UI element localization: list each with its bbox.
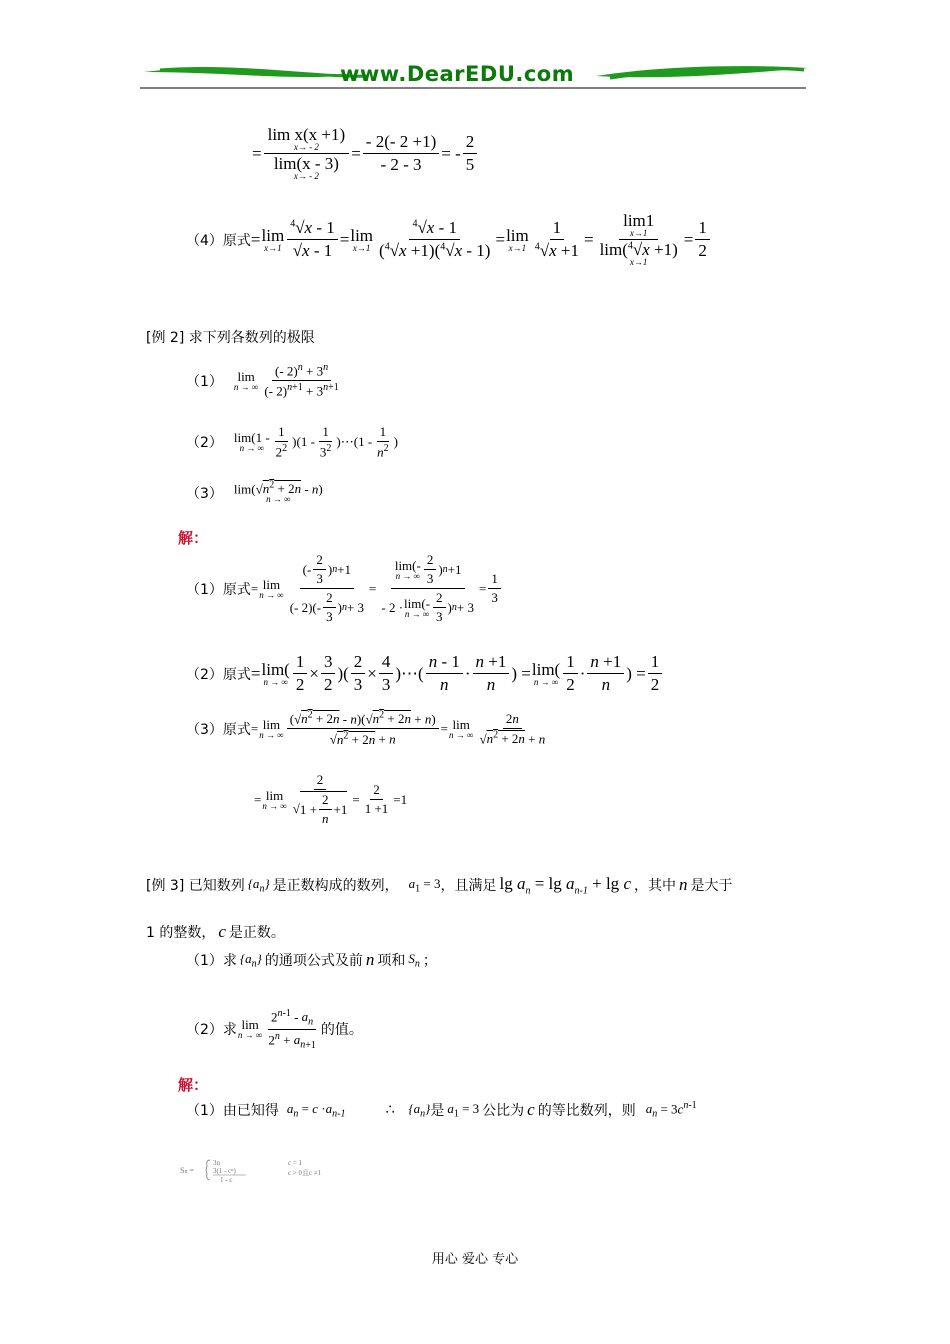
sn-piecewise-image [180,1156,370,1184]
example-3-question-2: （2）求 lim n → ∞ $\frac{2^{n-1} - a_n}{2^n + a_{n+1}}$ 的值。 [186,1008,363,1051]
example-2-title: [例 2] 求下列各数列的极限 [146,330,315,346]
header-banner [140,60,810,94]
svg-text:c > 0且c ≠1: c > 0且c ≠1 [288,1169,322,1177]
solution-2-3: （3）原式 = lim n → ∞ $\frac{(√n^2 + 2n - n)(√n^2 + 2n + n)}{√n^2 + 2n + n}$ = lim n → ∞ $\frac{2n}{√n^2 + 2n + n}$ [186,710,546,747]
svg-text:Sn =: Sn = [180,1166,194,1175]
solution-2-2: （2）原式 = lim( n → ∞ $\frac{1}{2}$ × $\frac{3}{2}$ )( $\frac{2}{3}$ × $\frac{4}{3}$ )⋯( $\frac{n - 1}{n}$ · $\frac{n +1}{n}$ ) = lim( n → ∞ $\frac{1}{2}$ · $\frac{n +1}{n}$ ) = $\frac{1}{2}$ [186,652,664,695]
example-3-question-1: （1）求 $\{a_n\}$ 的通项公式及前 n 项和 $S_n$ ； [186,950,437,970]
solution-2-1: （1）原式 = lim n → ∞ (- $\frac{2}{3}$ ) n +1 (- 2)(- $\frac{2}{3}$ ) n + 3 = lim(- n → ∞ $\frac{2}{3}$ ) n +1 - 2 · lim(- n → ∞ $\frac{2}{3}$ ) n + 3 = $\frac{1}{3}$ [186,552,503,625]
solution-label-2: 解： [178,529,209,547]
svg-text:3(1 - cⁿ): 3(1 - cⁿ) [213,1167,236,1175]
example-3-statement: [例 3] 已知数列 $\{a_n\}$ 是正数构成的数列， $a_1 = 3$ ，且满足 $\lg a_n = \lg a_{n-1} + \lg c$ ，其中 n 是大于 [146,874,733,897]
svg-text:3n: 3n [213,1159,220,1167]
footer-text: 用心 爱心 专心 [431,1252,519,1267]
example-3-statement-line-2: 1 的整数， c 是正数。 [146,922,285,941]
solution-2-3-continued: = lim n → ∞ 2 √ 1 + $\frac{2}{n}$ +1 = $\frac{2}{1 +1}$ = 1 [254,772,408,826]
example-2-item-1: （1） lim n → ∞ $\frac{(- 2)^n + 3^n}{(- 2)^{n+1} + 3^{n+1}}$ [186,362,339,399]
solution-3-1: （1）由已知得 $a_n = c \cdot a_{n-1}$ ∴ $\{a_n\}$ 是 $a_1 = 3$ 公比为 c 的等比数列，则 $a_n = 3c^{n-1}$ [186,1100,697,1120]
example-2-item-2: （2） lim(1 - n → ∞ $\frac{1}{2^2}$ )(1 - $\frac{1}{3^2}$ )⋯(1 - $\frac{1}{n^2}$ ) [186,424,399,460]
svg-text:1 - c: 1 - c [220,1176,233,1184]
example-2-item-3: （3） $\lim(√n^2 + 2n - n)$ n → ∞ [186,480,323,505]
equation-3-continued: = lim x(x +1) x→ - 2 lim(x - 3) x→ - 2 = $\frac{- 2(- 2 +1)}{- 2 - 3}$ = - $\frac{2}{5}$ [252,126,479,181]
solution-label-3: 解： [178,1076,209,1094]
svg-text:c = 1: c = 1 [288,1159,303,1167]
site-name: www.DearEDU.com [340,62,575,86]
equation-4: （4）原式 = lim x→1 $\frac{^4√x - 1}{√x - 1}$ = lim x→1 $\frac{^4√x - 1}{(^4√x +1)(^4√x - 1)}$ = lim x→1 $\frac{1}{^4√x +1}$ = lim1 x→1 lim($^4$√x +1) x→1 = $\frac{1}{2}$ [186,212,712,267]
